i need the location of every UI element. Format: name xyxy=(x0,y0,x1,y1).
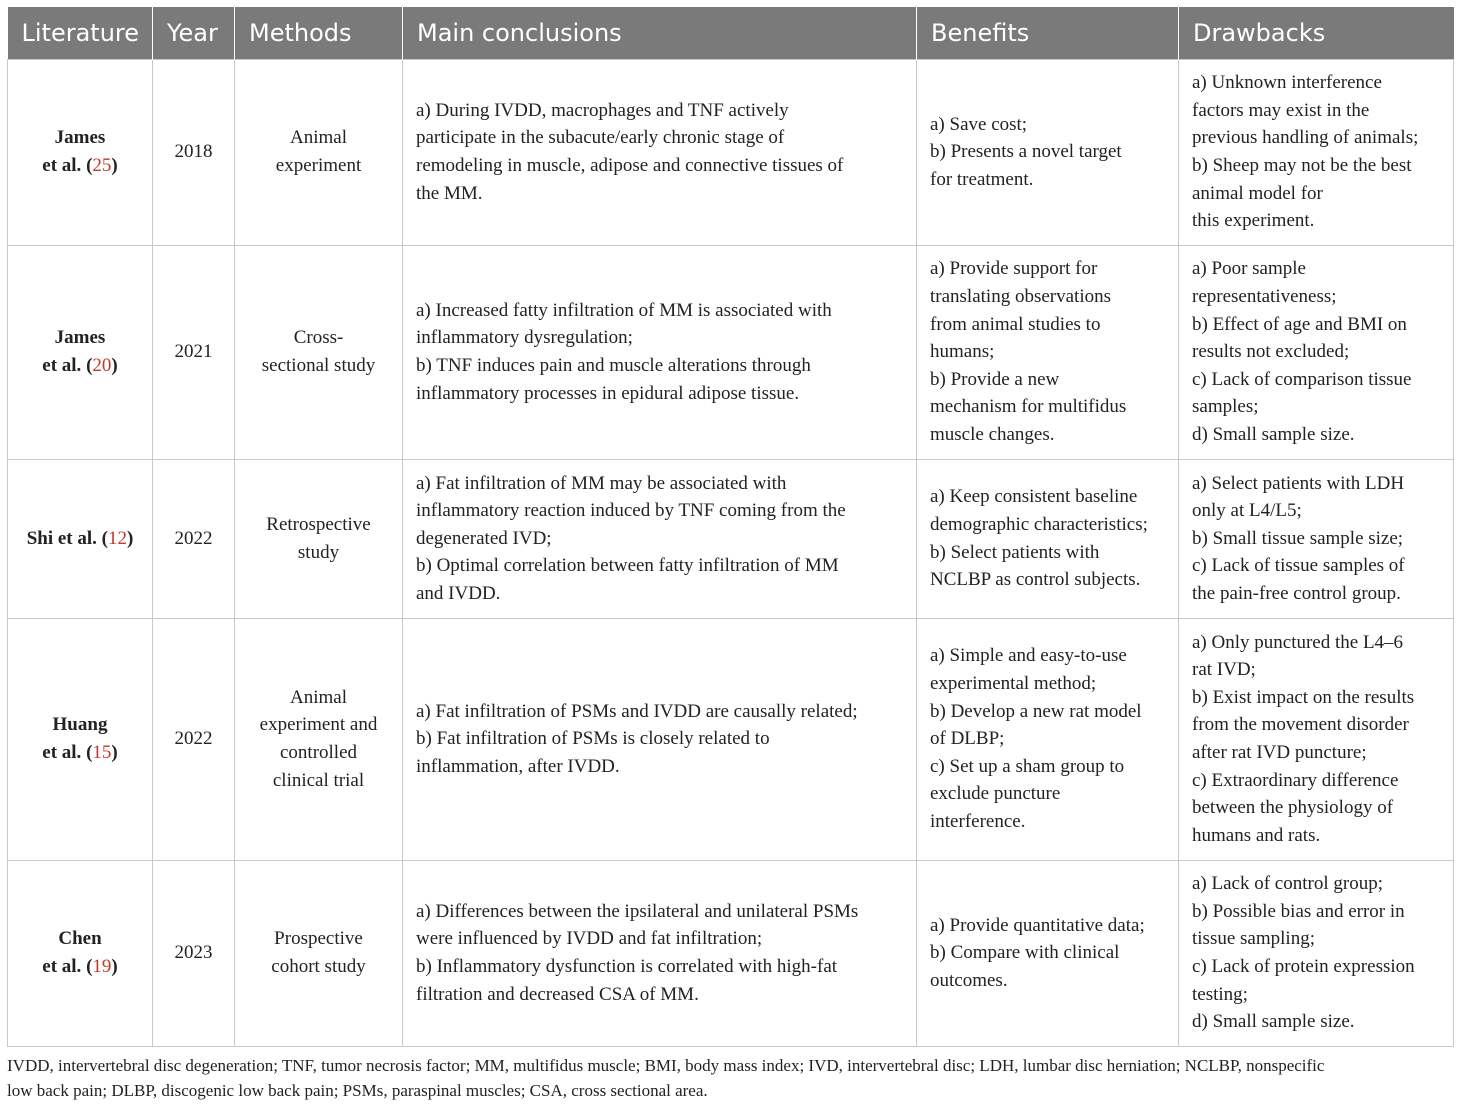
author-suffix: et al. (15) xyxy=(42,742,118,763)
footnote-line: IVDD, intervertebral disc degeneration; TNF, tumor necrosis factor; MM, multifidus muscle; BMI, body mass index; IVD, intervertebral disc; LDH, lumbar disc herniation; NCLBP, nonspecific xyxy=(7,1056,1325,1075)
cell-methods: Prospective cohort study xyxy=(235,860,403,1046)
cell-literature xyxy=(8,459,153,618)
cell-drawbacks: a) Select patients with LDH only at L4/L5; b) Small tissue sample size; c) Lack of tissue samples of the pain-free control group. xyxy=(1179,459,1454,618)
author-name: James xyxy=(54,127,106,149)
cell-drawbacks: a) Unknown interference factors may exist in the previous handling of animals; b) Sheep may not be the best animal model for this experiment. xyxy=(1179,59,1454,245)
cell-drawbacks: a) Only punctured the L4–6 rat IVD; b) Exist impact on the results from the movement disorder after rat IVD puncture; c) Extraordinary difference between the physiology of humans and rats. xyxy=(1179,618,1454,860)
author-suffix: et al. (20) xyxy=(42,355,118,376)
cell-main-conclusions: a) Increased fatty infiltration of MM is associated with inflammatory dysregulation; b) TNF induces pain and muscle alterations through inflammatory processes in epidural adipose tissue. xyxy=(403,245,917,459)
cell-year: 2022 xyxy=(153,618,235,860)
cell-benefits: a) Provide support for translating observations from animal studies to humans; b) Provide a new mechanism for multifidus muscle changes. xyxy=(917,245,1179,459)
table-header-row xyxy=(8,7,1454,59)
header-drawbacks: Drawbacks xyxy=(1179,7,1454,59)
header-benefits: Benefits xyxy=(917,7,1179,59)
cell-year: 2018 xyxy=(153,59,235,245)
cell-methods: Retrospective study xyxy=(235,459,403,618)
table-row xyxy=(8,618,1454,860)
reference-link[interactable]: 15 xyxy=(92,742,112,763)
author-name: Chen xyxy=(58,928,102,950)
reference-link[interactable]: 12 xyxy=(107,527,127,549)
table-footnote xyxy=(7,1053,1453,1103)
cell-methods: Cross- sectional study xyxy=(235,245,403,459)
cell-methods: Animal experiment and controlled clinical trial xyxy=(235,618,403,860)
cell-drawbacks: a) Poor sample representativeness; b) Effect of age and BMI on results not excluded; c) Lack of comparison tissue samples; d) Small sample size. xyxy=(1179,245,1454,459)
cell-literature xyxy=(8,59,153,245)
header-methods: Methods xyxy=(235,7,403,59)
cell-methods: Animal experiment xyxy=(235,59,403,245)
cell-benefits: a) Save cost; b) Presents a novel target for treatment. xyxy=(917,59,1179,245)
cell-main-conclusions: a) During IVDD, macrophages and TNF actively participate in the subacute/early chronic stage of remodeling in muscle, adipose and connective tissues of the MM. xyxy=(403,59,917,245)
cell-drawbacks: a) Lack of control group; b) Possible bias and error in tissue sampling; c) Lack of protein expression testing; d) Small sample size. xyxy=(1179,860,1454,1046)
table-row xyxy=(8,245,1454,459)
author-name: Huang xyxy=(52,714,108,736)
cell-literature xyxy=(8,618,153,860)
reference-link[interactable]: 25 xyxy=(92,155,112,176)
cell-literature xyxy=(8,245,153,459)
cell-year: 2021 xyxy=(153,245,235,459)
author-suffix: et al. (25) xyxy=(42,155,118,176)
reference-link[interactable]: 19 xyxy=(92,956,112,977)
footnote-line: low back pain; DLBP, discogenic low back pain; PSMs, paraspinal muscles; CSA, cross sectional area. xyxy=(7,1081,708,1100)
cell-benefits: a) Simple and easy-to-use experimental method; b) Develop a new rat model of DLBP; c) Set up a sham group to exclude puncture interference. xyxy=(917,618,1179,860)
table-row xyxy=(8,459,1454,618)
author-name: James xyxy=(54,327,106,349)
literature-table-container xyxy=(7,7,1453,1047)
cell-main-conclusions: a) Fat infiltration of MM may be associated with inflammatory reaction induced by TNF coming from the degenerated IVD; b) Optimal correlation between fatty infiltration of MM and IVDD. xyxy=(403,459,917,618)
cell-benefits: a) Provide quantitative data; b) Compare with clinical outcomes. xyxy=(917,860,1179,1046)
cell-benefits: a) Keep consistent baseline demographic characteristics; b) Select patients with NCLBP as control subjects. xyxy=(917,459,1179,618)
header-main-conclusions: Main conclusions xyxy=(403,7,917,59)
cell-main-conclusions: a) Fat infiltration of PSMs and IVDD are causally related; b) Fat infiltration of PSMs is closely related to inflammation, after IVDD. xyxy=(403,618,917,860)
cell-year: 2022 xyxy=(153,459,235,618)
cell-main-conclusions: a) Differences between the ipsilateral and unilateral PSMs were influenced by IVDD and fat infiltration; b) Inflammatory dysfunction is correlated with high-fat filtration and decreased CSA of MM. xyxy=(403,860,917,1046)
literature-comparison-table xyxy=(7,7,1454,1047)
author-suffix: et al. (19) xyxy=(42,956,118,977)
header-literature: Literature xyxy=(8,7,153,59)
reference-link[interactable]: 20 xyxy=(92,355,112,376)
cell-literature xyxy=(8,860,153,1046)
table-row xyxy=(8,59,1454,245)
header-year: Year xyxy=(153,7,235,59)
cell-year: 2023 xyxy=(153,860,235,1046)
table-row xyxy=(8,860,1454,1046)
author-suffix: Shi et al. (12) xyxy=(26,527,134,549)
